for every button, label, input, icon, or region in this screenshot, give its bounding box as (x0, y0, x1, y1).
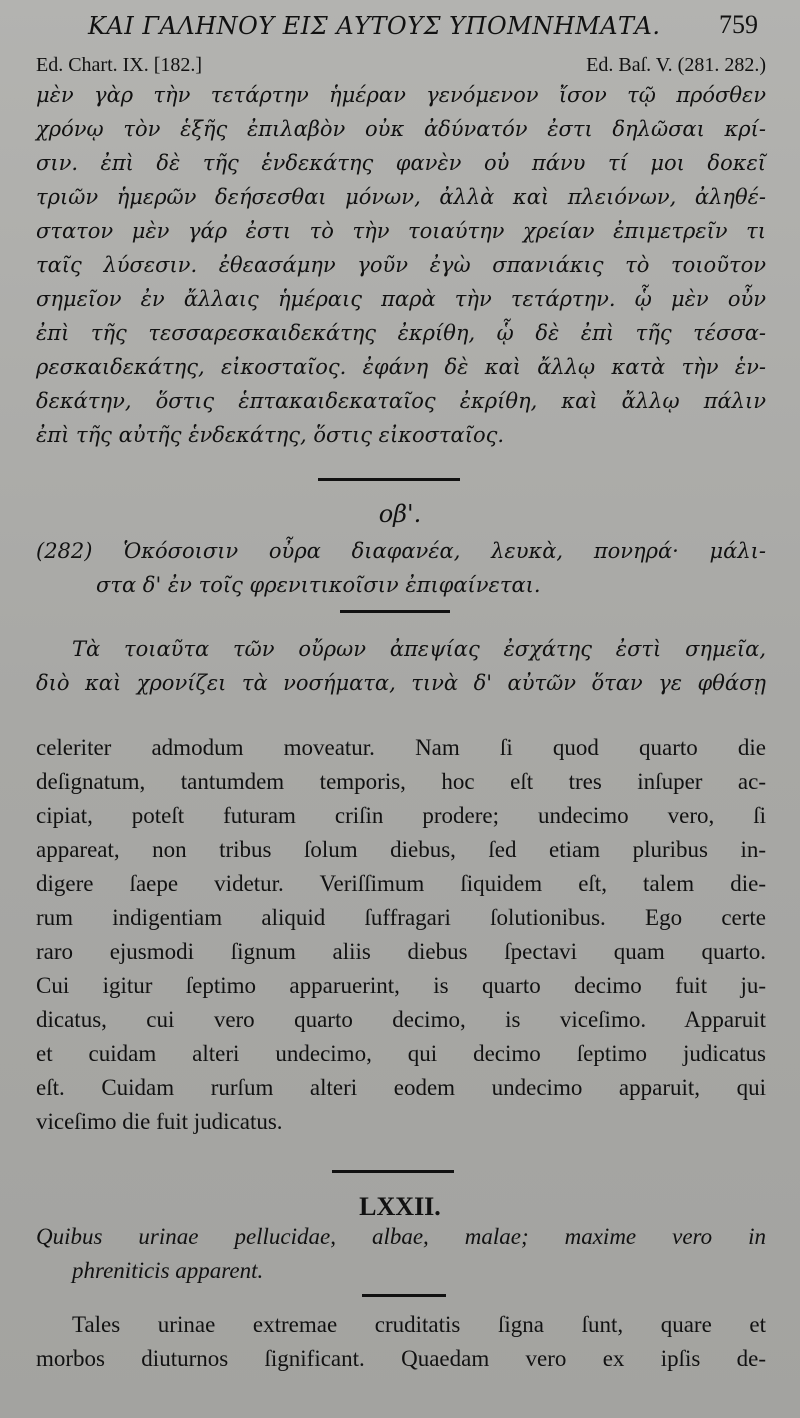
running-title: ΚΑΙ ΓΑΛΗΝΟΥ ΕΙΣ ΑΥΤΟΥΣ ΥΠΟΜΝΗΜΑΤΑ. (88, 12, 661, 40)
text-line: Tales urinae extremae cruditatis ſigna ſunt, quare et (72, 1312, 766, 1337)
text-line: Cui igitur ſeptimo apparuerint, is quarto decimo fuit ju- (36, 973, 766, 998)
edition-left: Ed. Chart. IX. [182.] (36, 54, 203, 76)
aphorism-latin (36, 1220, 766, 1288)
text-line: στατον μὲν γάρ ἐστι τὸ τὴν τοιαύτην χρείαν ἐπιμετρεῖν τι (36, 219, 766, 243)
page-header (88, 6, 778, 50)
text-line: Τὰ τοιαῦτα τῶν οὔρων ἀπεψίας ἐσχάτης ἐστὶ σημεῖα, (72, 637, 766, 661)
section-divider (362, 1294, 446, 1297)
text-line: deſignatum, tantumdem temporis, hoc eſt tres inſuper ac- (36, 769, 766, 794)
text-line: Quibus urinae pellucidae, albae, malae; maxime vero in (36, 1224, 766, 1249)
text-line: raro ejusmodi ſignum aliis diebus ſpectavi quam quarto. (36, 939, 766, 964)
text-line: ρεσκαιδεκάτης, εἰκοσταῖος. ἐφάνη δὲ καὶ ἄλλῳ κατὰ τὴν ἑν- (36, 355, 766, 379)
text-line: digere ſaepe videtur. Veriſſimum ſiquidem eſt, talem die- (36, 871, 766, 896)
text-line: δεκάτην, ὅστις ἑπτακαιδεκαταῖος ἐκρίθη, καὶ ἄλλῳ πάλιν (36, 389, 766, 413)
aphorism-number-greek: οβ'. (378, 500, 422, 528)
text-line: ἐπὶ τῆς τεσσαρεσκαιδεκάτης ἐκρίθη, ᾧ δὲ ἐπὶ τῆς τέσσα- (36, 321, 766, 345)
text-line: ταῖς λύσεσιν. ἐθεασάμην γοῦν ἐγὼ σπανιάκις τὸ τοιοῦτον (36, 253, 766, 277)
text-line: et cuidam alteri undecimo, qui decimo ſeptimo judicatus (36, 1041, 766, 1066)
greek-commentary (36, 78, 766, 452)
greek-commentary-2 (36, 632, 766, 700)
text-line: (282) Ὁκόσοισιν οὖρα διαφανέα, λευκὰ, πονηρά· μάλι- (36, 539, 766, 563)
text-line: rum indigentiam aliquid ſuffragari ſolutionibus. Ego certe (36, 905, 766, 930)
text-line: celeriter admodum moveatur. Nam ſi quod quarto die (36, 735, 766, 760)
text-line: μὲν γὰρ τὴν τετάρτην ἡμέραν γενόμενον ἴσον τῷ πρόσθεν (36, 83, 766, 107)
aphorism-number-latin: LXXII. (359, 1192, 441, 1221)
latin-commentary (36, 731, 766, 1139)
text-line: morbos diuturnos ſignificant. Quaedam vero ex ipſis de- (36, 1346, 766, 1371)
text-line: στα δ' ἐν τοῖς φρενιτικοῖσιν ἐπιφαίνεται. (96, 573, 541, 597)
latin-commentary-2 (36, 1308, 766, 1376)
text-line: διὸ καὶ χρονίζει τὰ νοσήματα, τινὰ δ' αὐτῶν ὅταν γε φθάσῃ (36, 671, 766, 695)
text-line: phreniticis apparent. (72, 1258, 264, 1283)
text-line: τριῶν ἡμερῶν δεήσεσθαι μόνων, ἀλλὰ καὶ πλειόνων, ἀληθέ- (36, 185, 766, 209)
text-line: viceſimo die fuit judicatus. (36, 1109, 283, 1134)
section-divider (340, 610, 450, 613)
text-line: eſt. Cuidam rurſum alteri eodem undecimo apparuit, qui (36, 1075, 766, 1100)
text-line: χρόνῳ τὸν ἑξῆς ἐπιλαβὸν οὐκ ἀδύνατόν ἐστι δηλῶσαι κρί- (36, 117, 766, 141)
edition-right: Ed. Baſ. V. (281. 282.) (586, 54, 766, 76)
aphorism-greek (36, 534, 766, 602)
section-divider (318, 478, 460, 481)
text-line: ἐπὶ τῆς αὐτῆς ἑνδεκάτης, ὅστις εἰκοσταῖος. (36, 423, 505, 447)
text-line: cipiat, poteſt futuram criſin prodere; undecimo vero, ſi (36, 803, 766, 828)
text-line: σιν. ἐπὶ δὲ τῆς ἑνδεκάτης φανὲν οὐ πάνυ τί μοι δοκεῖ (36, 151, 766, 175)
text-line: dicatus, cui vero quarto decimo, is viceſimo. Apparuit (36, 1007, 766, 1032)
section-divider (332, 1170, 454, 1173)
text-line: appareat, non tribus ſolum diebus, ſed etiam pluribus in- (36, 837, 766, 862)
page-number: 759 (719, 10, 758, 39)
text-line: σημεῖον ἐν ἄλλαις ἡμέραις παρὰ τὴν τετάρτην. ᾧ μὲν οὖν (36, 287, 766, 311)
